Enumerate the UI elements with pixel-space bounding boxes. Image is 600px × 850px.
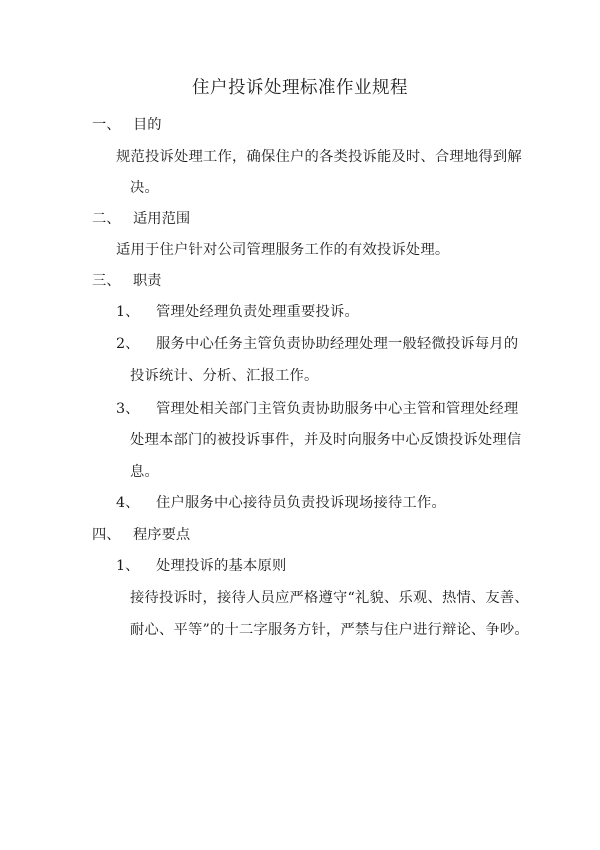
duty-3-line-3: 息。: [130, 464, 159, 480]
duty-4-line-1: 住户服务中心接待员负责投诉现场接待工作。: [156, 495, 446, 511]
procedure-1-number: 1、: [116, 558, 140, 574]
duty-4-number: 4、: [116, 495, 140, 511]
section-2-heading: 适用范围: [133, 211, 191, 227]
duty-3-number: 3、: [116, 401, 140, 417]
duty-3-line-1: 管理处相关部门主管负责协助服务中心主管和管理处经理: [156, 401, 519, 417]
duty-3-line-2: 处理本部门的被投诉事件，并及时向服务中心反馈投诉处理信: [130, 432, 522, 448]
duty-1-number: 1、: [116, 304, 140, 320]
procedure-1-heading: 处理投诉的基本原则: [156, 558, 287, 574]
section-4-body-line-2: 耐心、平等”的十二字服务方针，严禁与住户进行辩论、争吵。: [130, 622, 529, 638]
section-1-body-line-1: 规范投诉处理工作，确保住户的各类投诉能及时、合理地得到解: [116, 149, 522, 165]
section-4-body-line-1: 接待投诉时，接待人员应严格遵守“礼貌、乐观、热情、友善、: [130, 590, 529, 606]
section-1-number: 一、: [92, 117, 121, 133]
section-1-heading: 目的: [133, 117, 162, 133]
duty-1-line-1: 管理处经理负责处理重要投诉。: [156, 304, 359, 320]
section-4-heading: 程序要点: [133, 527, 191, 543]
section-2-body-line-1: 适用于住户针对公司管理服务工作的有效投诉处理。: [116, 242, 450, 258]
document-title: 住户投诉处理标准作业规程: [192, 78, 408, 98]
section-3-number: 三、: [92, 273, 121, 289]
duty-2-line-2: 投诉统计、分析、汇报工作。: [130, 368, 319, 384]
section-3-heading: 职责: [133, 273, 162, 289]
section-2-number: 二、: [92, 211, 121, 227]
duty-2-line-1: 服务中心任务主管负责协助经理处理一般轻微投诉每月的: [156, 336, 519, 352]
section-1-body-line-2: 决。: [130, 180, 159, 196]
section-4-number: 四、: [92, 527, 121, 543]
duty-2-number: 2、: [116, 336, 140, 352]
